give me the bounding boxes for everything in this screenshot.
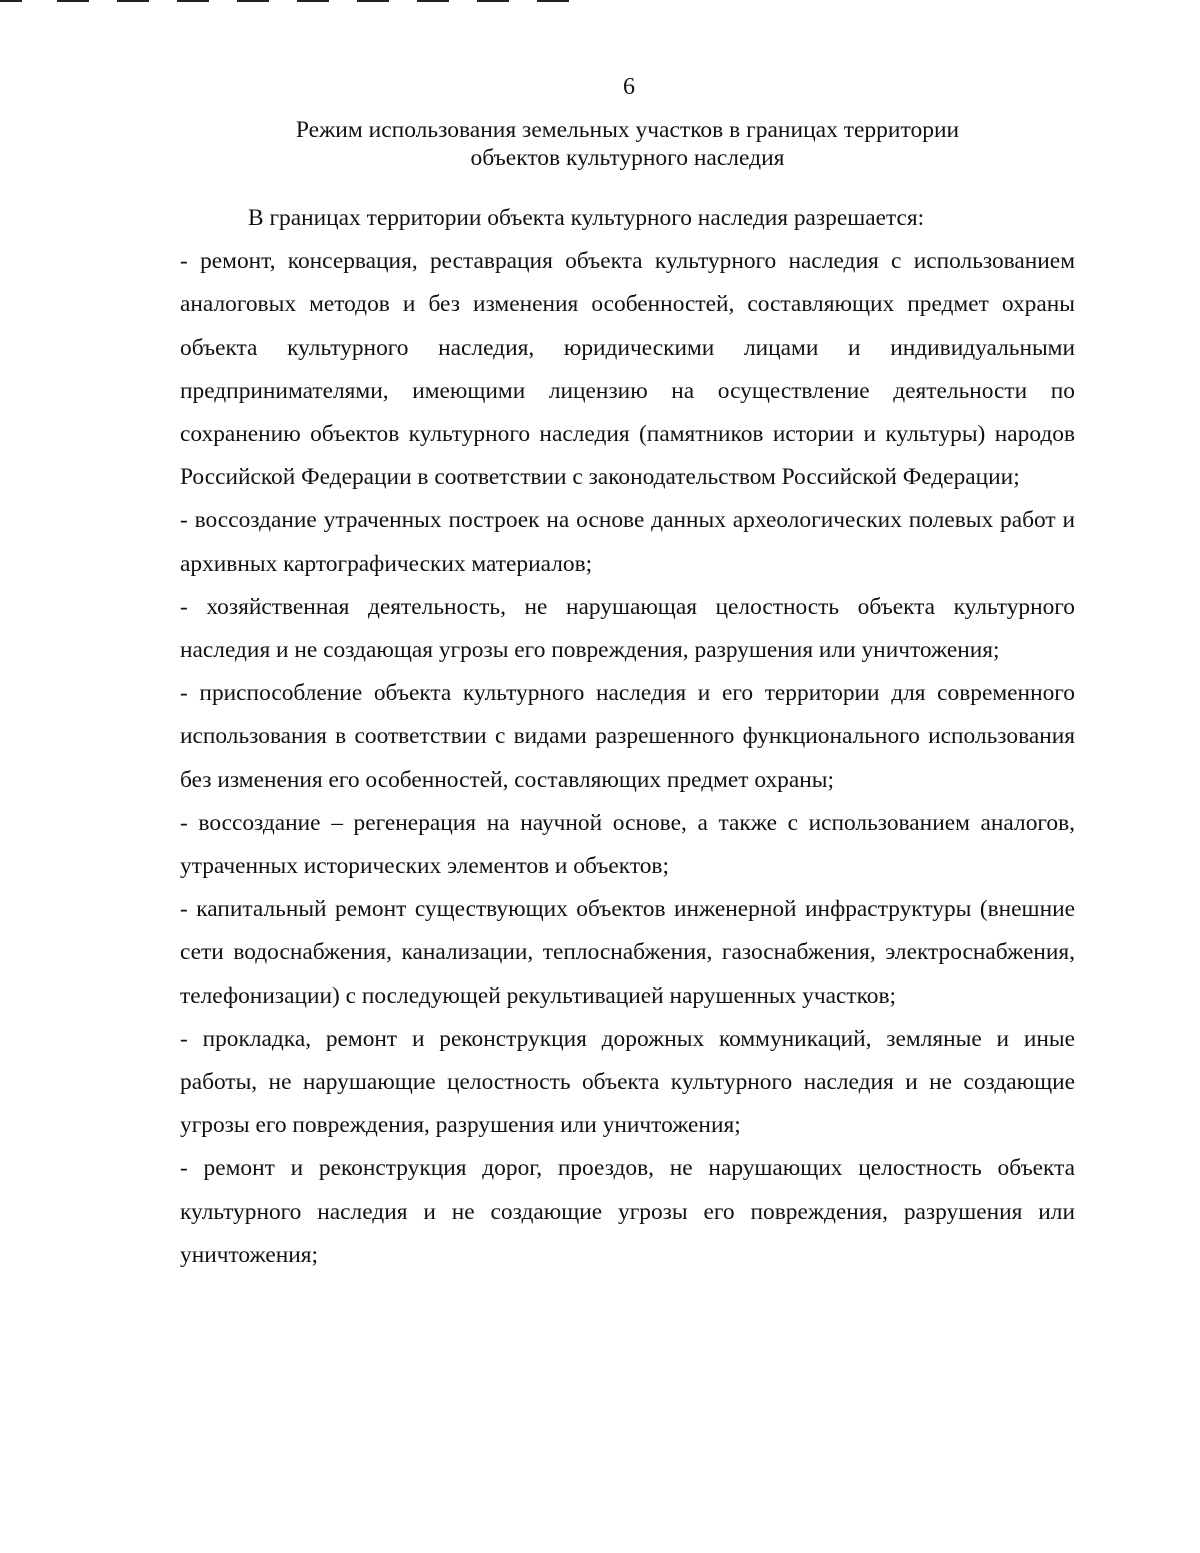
- list-item: - ремонт и реконструкция дорог, проездов, не нарушающих целостность объекта культурного наследия и не создающие угрозы его повреждения, разрушения или уничтожения;: [180, 1155, 1075, 1268]
- list-item: - ремонт, консервация, реставрация объекта культурного наследия с использованием аналоговых методов и без изменения особенностей, составляющих предмет охраны объекта культурного наследия, юридическими лицами и индивидуальными предпринимателями, имеющими лицензию на осуществление деятельности по сохранению объектов культурного наследия (памятников истории и культуры) народов Российской Федерации в соответствии с законодательством Российской Федерации;: [180, 248, 1075, 491]
- list-item: - приспособление объекта культурного наследия и его территории для современного использования в соответствии с видами разрешенного функционального использования без изменения его особенностей, составляющих предмет охраны;: [180, 680, 1075, 793]
- list-item: - воссоздание утраченных построек на основе данных археологических полевых работ и архивных картографических материалов;: [180, 507, 1075, 577]
- section-heading-line-1: Режим использования земельных участков в границах территории: [295, 117, 960, 143]
- document-body: [180, 197, 1075, 1277]
- list-item: - капитальный ремонт существующих объектов инженерной инфраструктуры (внешние сети водоснабжения, канализации, теплоснабжения, газоснабжения, электроснабжения, телефонизации) с последующей рекультивацией нарушенных участков;: [180, 896, 1075, 1009]
- list-item: - прокладка, ремонт и реконструкция дорожных коммуникаций, земляные и иные работы, не нарушающие целостность объекта культурного наследия и не создающие угрозы его повреждения, разрушения или уничтожения;: [180, 1025, 1075, 1139]
- list-item: - воссоздание – регенерация на научной основе, а также с использованием аналогов, утраченных исторических элементов и объектов;: [180, 809, 1075, 880]
- section-heading: [180, 116, 1075, 172]
- intro-paragraph: В границах территории объекта культурного наследия разрешается:: [248, 205, 925, 231]
- list-item: - хозяйственная деятельность, не нарушающая целостность объекта культурного наследия и не создающая угрозы его повреждения, разрушения или уничтожения;: [180, 593, 1075, 664]
- scan-edge-marks: [0, 0, 580, 4]
- section-heading-line-2: объектов культурного наследия: [470, 145, 785, 171]
- page-number: 6: [623, 74, 635, 100]
